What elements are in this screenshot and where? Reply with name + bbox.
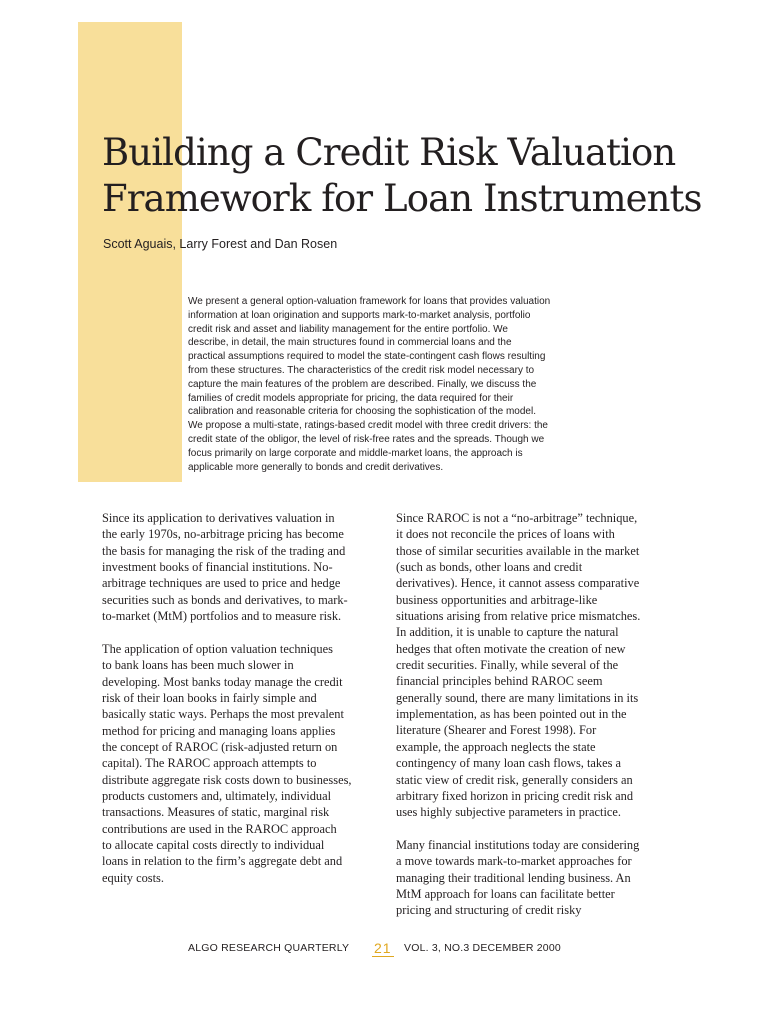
body-line: the early 1970s, no-arbitrage pricing has become: [102, 527, 344, 542]
body-line: In addition, it is unable to capture the natural: [396, 625, 619, 640]
volume-issue: VOL. 3, NO.3 DECEMBER 2000: [404, 942, 561, 954]
body-line: capital). The RAROC approach attempts to: [102, 756, 317, 771]
abstract-line: from these structures. The characteristics of the credit risk model necessary to: [188, 364, 535, 376]
body-line: basically static ways. Perhaps the most prevalent: [102, 707, 344, 722]
body-line: business opportunities and arbitrage-like: [396, 592, 598, 607]
body-line: pricing and structuring of credit risky: [396, 903, 582, 918]
body-paragraph: [396, 837, 696, 919]
body-line: managing their traditional lending business. An: [396, 870, 631, 885]
abstract-line: calibration and reasonable criteria for choosing the sophistication of the model.: [188, 406, 536, 418]
accent-bar: [78, 22, 182, 482]
body-paragraph: [102, 641, 402, 886]
body-line: static view of credit risk, generally considers an: [396, 772, 633, 787]
body-line: investment books of financial institutions. No-: [102, 560, 333, 575]
body-line: contingency of many loan cash flows, takes a: [396, 756, 622, 771]
page-number: 21: [374, 940, 392, 956]
body-line: (such as bonds, other loans and credit: [396, 560, 583, 575]
body-line: MtM approach for loans can facilitate better: [396, 887, 615, 902]
body-line: developing. Most banks today manage the credit: [102, 674, 343, 689]
body-line: loans in relation to the firm’s aggregate debt and: [102, 854, 343, 869]
abstract-line: capture the main features of the problem are described. Finally, we discuss the: [188, 378, 537, 390]
page-footer: [0, 940, 768, 960]
body-line: financial principles behind RAROC seem: [396, 674, 603, 689]
body-line: the concept of RAROC (risk-adjusted return on: [102, 739, 338, 754]
body-line: hedges that often motivate the creation of new: [396, 641, 626, 656]
abstract-line: families of credit models appropriate for pricing, the data required for their: [188, 392, 514, 404]
title-line: Framework for Loan Instruments: [102, 177, 702, 220]
abstract-line: describe, in detail, the main structures found in commercial loans and the: [188, 337, 512, 349]
body-line: method for pricing and managing loans applies: [102, 723, 336, 738]
body-line: it does not reconcile the prices of loans with: [396, 527, 615, 542]
body-line: arbitrary fixed horizon in pricing credit risk and: [396, 788, 634, 803]
title-line: Building a Credit Risk Valuation: [102, 131, 676, 174]
body-paragraph: [396, 510, 696, 821]
body-line: example, the approach neglects the state: [396, 739, 596, 754]
body-column-right: [396, 510, 696, 935]
body-line: products customers and, ultimately, individual: [102, 789, 332, 803]
body-line: transactions. Measures of static, marginal risk: [102, 805, 330, 820]
article-title: [102, 130, 752, 222]
abstract-line: information at loan origination and supports mark-to-market analysis, portfolio: [188, 309, 531, 321]
abstract: [188, 295, 618, 474]
abstract-line: focus primarily on large corporate and middle-market loans, the approach is: [188, 447, 523, 459]
body-line: arbitrage techniques are used to price and hedge: [102, 576, 341, 591]
body-line: generally sound, there are many limitations in its: [396, 690, 639, 705]
body-line: distribute aggregate risk costs down to businesses,: [102, 772, 352, 787]
body-line: situations arising from relative price mismatches.: [396, 609, 641, 624]
body-paragraph: [102, 510, 402, 624]
body-line: derivatives). Hence, it cannot assess comparative: [396, 576, 640, 591]
body-line: to allocate capital costs directly to individual: [102, 838, 325, 853]
body-line: literature (Shearer and Forest 1998). For: [396, 723, 597, 738]
abstract-line: applicable more generally to bonds and credit derivatives.: [188, 461, 444, 473]
body-line: The application of option valuation techniques: [102, 641, 333, 656]
body-line: securities such as bonds and derivatives, to mark-: [102, 592, 348, 607]
abstract-line: We propose a multi-state, ratings-based credit model with three credit drivers: the: [188, 420, 548, 432]
body-line: those of similar securities available in the market: [396, 543, 640, 558]
author-list: Scott Aguais, Larry Forest and Dan Rosen: [103, 237, 338, 251]
body-line: Since its application to derivatives valuation in: [102, 511, 335, 525]
body-line: equity costs.: [102, 870, 164, 885]
abstract-line: credit state of the obligor, the level of risk-free rates and the spreads. Though we: [188, 433, 545, 445]
journal-name: ALGO RESEARCH QUARTERLY: [188, 942, 350, 954]
abstract-line: practical assumptions required to model the state-contingent cash flows resulting: [188, 351, 546, 363]
body-line: credit securities. Finally, while several of the: [396, 658, 619, 673]
body-line: Since RAROC is not a “no-arbitrage” technique,: [396, 511, 638, 525]
body-line: to-market (MtM) portfolios and to measure risk.: [102, 609, 342, 624]
body-line: a move towards mark-to-market approaches for: [396, 854, 632, 869]
body-column-left: [102, 510, 402, 903]
body-line: Many financial institutions today are considering: [396, 838, 640, 853]
body-line: the basis for managing the risk of the trading and: [102, 543, 346, 558]
body-line: risk of their loan books in fairly simple and: [102, 690, 317, 705]
abstract-line: We present a general option-valuation framework for loans that provides valuation: [188, 296, 551, 307]
body-line: uses highly subjective parameters in practice.: [396, 805, 622, 820]
abstract-line: credit risk and asset and liability management for the entire portfolio. We: [188, 323, 508, 335]
body-line: contributions are used in the RAROC approach: [102, 821, 337, 836]
body-line: to bank loans has been much slower in: [102, 658, 294, 673]
body-line: implementation, as has been pointed out in the: [396, 707, 627, 722]
